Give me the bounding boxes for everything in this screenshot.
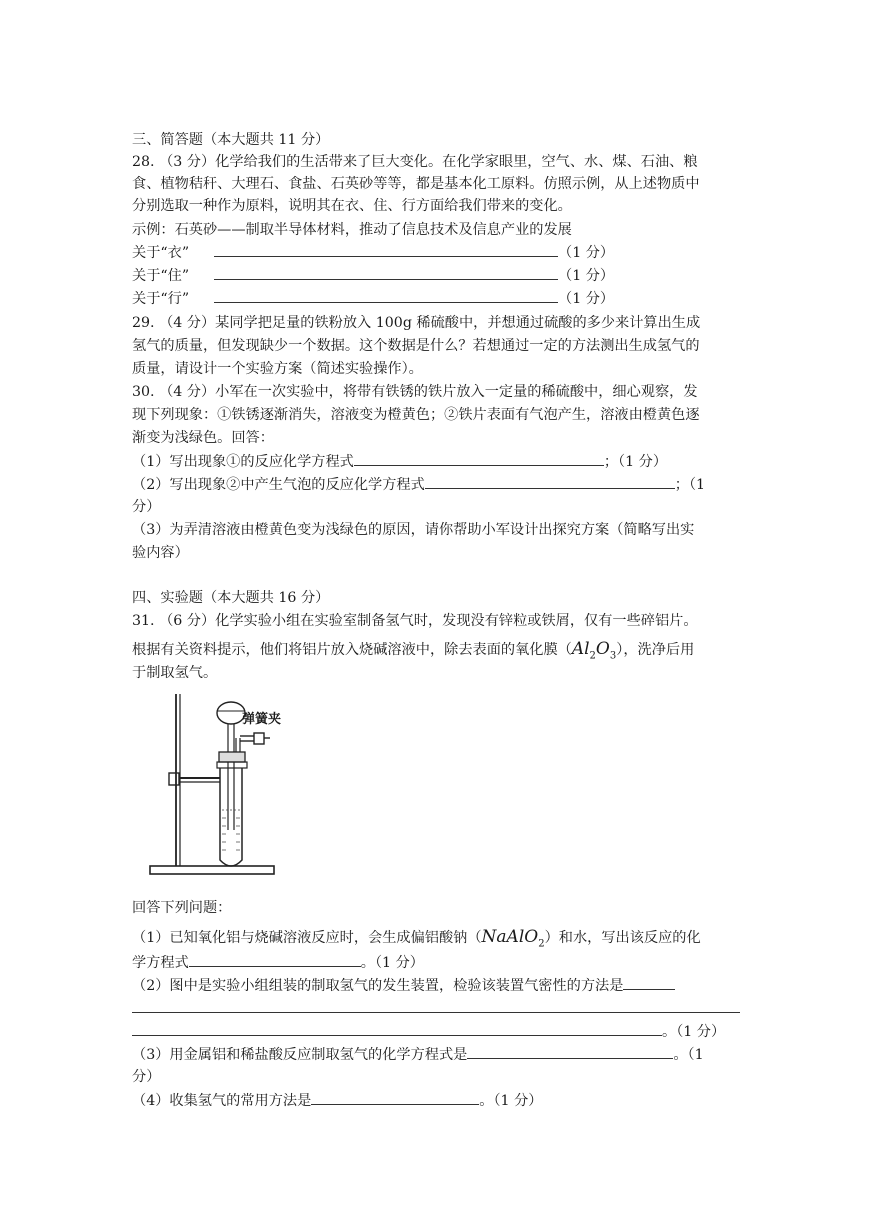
answer-blank[interactable] <box>132 998 740 1013</box>
q31-sub4 <box>132 1090 542 1110</box>
q30-line1: 30. （4 分）小军在一次实验中，将带有铁锈的铁片放入一定量的稀硫酸中，细心观察，发 <box>132 384 698 400</box>
answer-blank[interactable] <box>189 952 361 967</box>
q30-sub1 <box>132 451 667 471</box>
q31-answer-intro: 回答下列问题： <box>132 900 232 916</box>
answer-blank[interactable] <box>214 265 558 280</box>
section4-heading: 四、实验题（本大题共 16 分） <box>132 590 330 606</box>
q31-sub1-line2-b: 。（1 分） <box>360 955 424 971</box>
q30-sub1-text: （1）写出现象①的反应化学方程式 <box>132 454 354 470</box>
q31-sub4-b: 。（1 分） <box>479 1093 543 1109</box>
section3-heading: 三、简答题（本大题共 11 分） <box>132 132 330 148</box>
q30-line3: 渐变为浅绿色。回答： <box>132 430 274 446</box>
q31-sub1-a: （1）已知氧化铝与烧碱溶液反应时，会生成偏铝酸钠（ <box>132 930 482 946</box>
answer-blank[interactable] <box>467 1044 673 1059</box>
q28-item-label: 关于“住” <box>132 268 190 284</box>
q30-sub2-text: （2）写出现象②中产生气泡的反应化学方程式 <box>132 477 425 493</box>
q31-sub3-a: （3）用金属铝和稀盐酸反应制取氢气的化学方程式是 <box>132 1047 468 1063</box>
q30-line2: 现下列现象：①铁锈逐渐消失，溶液变为橙黄色；②铁片表面有气泡产生，溶液由橙黄色逐 <box>132 407 700 423</box>
q30-sub3-line1: （3）为弄清溶液由橙黄色变为浅绿色的原因，请你帮助小军设计出探究方案（简略写出实 <box>132 522 695 538</box>
q28-line1: 28. （3 分）化学给我们的生活带来了巨大变化。在化学家眼里，空气、水、煤、石油、粮 <box>132 154 698 170</box>
q29-line3: 质量，请设计一个实验方案（简述实验操作）。 <box>132 361 423 377</box>
formula-naalo2: NaAlO$_2$ <box>481 927 545 950</box>
q28-example: 示例：石英砂——制取半导体材料，推动了信息技术及信息产业的发展 <box>132 222 572 238</box>
q30-sub2 <box>132 474 705 494</box>
q31-sub1-line1 <box>132 924 701 950</box>
q28-item-score: （1 分） <box>558 291 615 307</box>
q31-sub4-a: （4）收集氢气的常用方法是 <box>132 1093 312 1109</box>
q31-sub2-text: （2）图中是实验小组组装的制取氢气的发生装置，检验该装置气密性的方法是 <box>132 978 624 994</box>
q31-sub1-line2 <box>132 952 424 972</box>
q31-sub1-line2-a: 学方程式 <box>132 955 189 971</box>
q31-sub2-line3 <box>132 1021 725 1041</box>
q28-line2: 食、植物秸秆、大理石、食盐、石英砂等等，都是基本化工原料。仿照示例，从上述物质中 <box>132 176 700 192</box>
formula-al2o3: $Al_2O_3$ <box>571 639 617 662</box>
q31-sub1-b: ）和水，写出该反应的化 <box>544 930 701 946</box>
q31-sub3-line1 <box>132 1044 704 1064</box>
q30-sub2-tail: ；（1 <box>674 477 706 493</box>
q30-sub3-line2: 验内容） <box>132 545 189 561</box>
answer-blank[interactable] <box>311 1090 479 1105</box>
q31-line3: 于制取氢气。 <box>132 665 218 681</box>
q29-line1: 29. （4 分）某同学把足量的铁粉放入 100g 稀硫酸中，并想通过硫酸的多少来计算出生成 <box>132 315 701 331</box>
answer-blank[interactable] <box>623 975 675 990</box>
q30-sub1-tail: ；（1 分） <box>603 454 668 470</box>
answer-blank[interactable] <box>425 474 675 489</box>
q31-sub3-b: 。（1 <box>673 1047 704 1063</box>
q28-item-label: 关于“行” <box>132 291 190 307</box>
q31-line1: 31. （6 分）化学实验小组在实验室制备氢气时，发现没有锌粒或铁屑，仅有一些碎铝片。 <box>132 613 698 629</box>
q31-sub2-line1 <box>132 975 675 995</box>
q30-sub2-wrap: 分） <box>132 499 161 515</box>
q31-sub2-line2 <box>132 998 740 1018</box>
q28-line3: 分别选取一种作为原料，说明其在衣、住、行方面给我们带来的变化。 <box>132 198 572 214</box>
q31-line2-a: 根据有关资料提示，他们将铝片放入烧碱溶液中，除去表面的氧化膜（ <box>132 642 572 658</box>
q28-item-score: （1 分） <box>558 245 615 261</box>
answer-blank[interactable] <box>214 242 558 257</box>
q31-line2-b: ），洗净后用 <box>616 642 695 658</box>
q28-item-label: 关于“衣” <box>132 245 190 261</box>
answer-blank[interactable] <box>214 288 558 303</box>
figure-label-spring-clip: 弹簧夹 <box>242 712 282 727</box>
q31-sub3-wrap: 分） <box>132 1069 161 1085</box>
q28-item-score: （1 分） <box>558 268 615 284</box>
answer-blank[interactable] <box>354 451 604 466</box>
answer-blank[interactable] <box>132 1021 662 1036</box>
q28-item-clothing <box>132 242 614 262</box>
q28-item-travel <box>132 288 614 308</box>
q28-item-housing <box>132 265 614 285</box>
q29-line2: 氢气的质量，但发现缺少一个数据。这个数据是什么？若想通过一定的方法测出生成氢气的 <box>132 338 700 354</box>
q31-line2 <box>132 636 694 662</box>
q31-sub2-tail: 。（1 分） <box>662 1024 726 1040</box>
